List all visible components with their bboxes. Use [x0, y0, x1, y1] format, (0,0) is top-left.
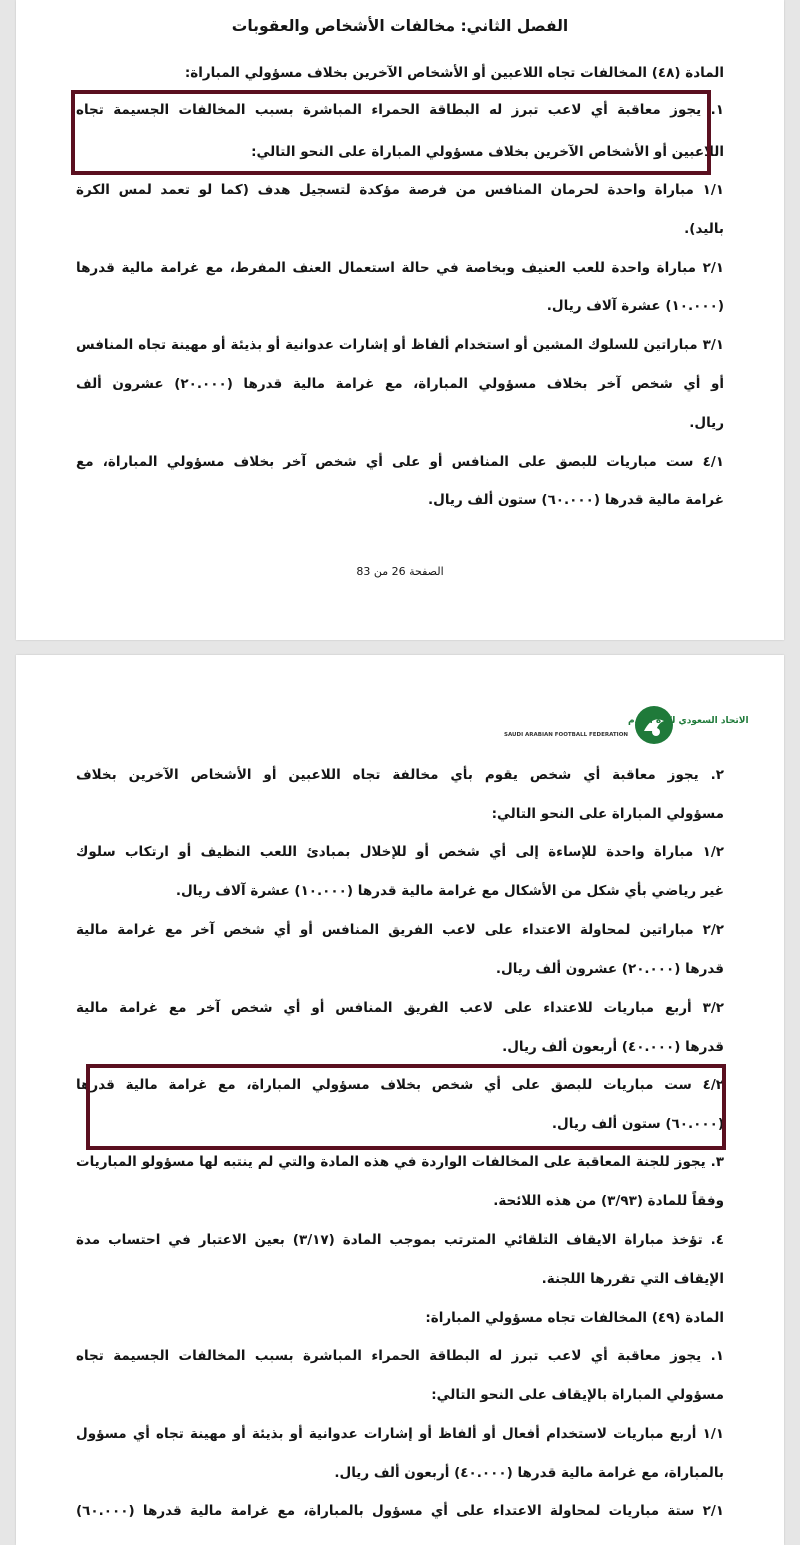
- text-line: ٢. يجوز معاقبة أي شخص يقوم بأي مخالفة تجاه اللاعبين أو الأشخاص الآخرين بخلاف: [76, 767, 724, 783]
- text-line: مسؤولي المباراة على النحو التالي:: [491, 806, 724, 822]
- text-line: ١. يجوز معاقبة أي لاعب تبرز له البطاقة الحمراء المباشرة بسبب المخالفات الجسيمة تجاه: [76, 102, 724, 118]
- text-line: ٤. تؤخذ مباراة الايقاف التلقائي المترتب بموجب المادة (٣/١٧) بعين الاعتبار في احتساب مدة: [76, 1232, 724, 1248]
- text-line: ١/٢ مباراة واحدة للإساءة إلى أي شخص أو للإخلال بمبادئ اللعب النظيف أو ارتكاب سلوك: [76, 844, 724, 860]
- text-line: ١. يجوز معاقبة أي لاعب تبرز له البطاقة الحمراء المباشرة بسبب المخالفات الجسيمة تجاه: [76, 1348, 724, 1364]
- logo-arabic-text: الاتحاد السعودي لكرة القدم: [628, 716, 749, 726]
- text-line: (٦٠.٠٠٠) ستون ألف ريال.: [551, 1116, 724, 1132]
- text-line: ١/١ أربع مباريات لاستخدام أفعال أو ألفاظ أو إشارات عدوانية أو بذيئة أو مهينة تجاه أي مسؤول: [76, 1426, 724, 1442]
- article-49-heading: المادة (٤٩) المخالفات تجاه مسؤولي المباراة:: [425, 1310, 724, 1326]
- text-line: ٤/٢ ست مباريات للبصق على أي شخص بخلاف مسؤولي المباراة، مع غرامة مالية قدرها: [76, 1077, 724, 1093]
- text-line: قدرها (٢٠.٠٠٠) عشرون ألف ريال.: [495, 961, 724, 977]
- text-line: غرامة مالية قدرها (٦٠.٠٠٠) ستون ألف ريال.: [427, 492, 724, 508]
- text-line: بالمباراة، مع غرامة مالية قدرها (٤٠.٠٠٠) أربعون ألف ريال.: [334, 1465, 724, 1481]
- text-line: غير رياضي بأي شكل من الأشكال مع غرامة مالية قدرها (١٠.٠٠٠) عشرة آلاف ريال.: [175, 883, 724, 899]
- text-line: ريال.: [689, 415, 724, 431]
- highlight-box: [86, 1064, 726, 1150]
- logo-english-text: SAUDI ARABIAN FOOTBALL FEDERATION: [503, 732, 628, 738]
- text-line: الإيقاف التي تقررها اللجنة.: [541, 1271, 724, 1287]
- text-line: ٣/١ مباراتين للسلوك المشين أو استخدام ألفاظ أو إشارات عدوانية أو بذيئة أو مهينة تجاه المنافس: [76, 337, 724, 353]
- text-line: أو أي شخص آخر بخلاف مسؤولي المباراة، مع غرامة مالية قدرها (٢٠.٠٠٠) عشرون ألف: [76, 376, 724, 392]
- page-number-footer: الصفحة 26 من 83: [356, 565, 444, 578]
- text-line: اللاعبين أو الأشخاص الآخرين بخلاف مسؤولي المباراة على النحو التالي:: [251, 144, 724, 160]
- text-line: ١/١ مباراة واحدة لحرمان المنافس من فرصة مؤكدة لتسجيل هدف (كما لو تعمد لمس الكرة: [76, 182, 724, 198]
- document-page-2: [16, 655, 784, 1545]
- text-line: ٢/١ مباراة واحدة للعب العنيف وبخاصة في حالة استعمال العنف المفرط، مع غرامة مالية قدرها: [76, 260, 724, 276]
- text-line: مسؤولي المباراة بالإيقاف على النحو التالي:: [431, 1387, 724, 1403]
- article-48-heading: المادة (٤٨) المخالفات تجاه اللاعبين أو الأشخاص الآخرين بخلاف مسؤولي المباراة:: [184, 65, 724, 81]
- federation-logo: [503, 703, 749, 747]
- text-line: (١٠.٠٠٠) عشرة آلاف ريال.: [546, 298, 724, 314]
- ball-icon: [652, 728, 660, 736]
- text-line: ٢/١ ستة مباريات لمحاولة الاعتداء على أي مسؤول بالمباراة، مع غرامة مالية قدرها (٦٠.٠٠٠): [76, 1503, 724, 1519]
- text-line: ٢/٢ مباراتين لمحاولة الاعتداء على لاعب الفريق المنافس أو أي شخص آخر مع غرامة مالية: [76, 922, 724, 938]
- text-line: باليد).: [684, 221, 724, 237]
- text-line: ٣/٢ أربع مباريات للاعتداء على لاعب الفريق المنافس أو أي شخص آخر مع غرامة مالية: [76, 1000, 724, 1016]
- text-line: ٣. يجوز للجنة المعاقبة على المخالفات الواردة في هذه المادة والتي لم ينتبه لها مسؤولو المباريات: [76, 1154, 724, 1170]
- text-line: ٤/١ ست مباريات للبصق على المنافس أو على أي شخص آخر بخلاف مسؤولي المباراة، مع: [76, 454, 724, 470]
- document-page-1: [16, 0, 784, 640]
- highlight-box: [71, 90, 711, 175]
- text-line: قدرها (٤٠.٠٠٠) أربعون ألف ريال.: [502, 1039, 724, 1055]
- chapter-title: الفصل الثاني: مخالفات الأشخاص والعقوبات: [231, 17, 569, 35]
- text-line: وفقاً للمادة (٣/٩٣) من هذه اللائحة.: [493, 1193, 724, 1209]
